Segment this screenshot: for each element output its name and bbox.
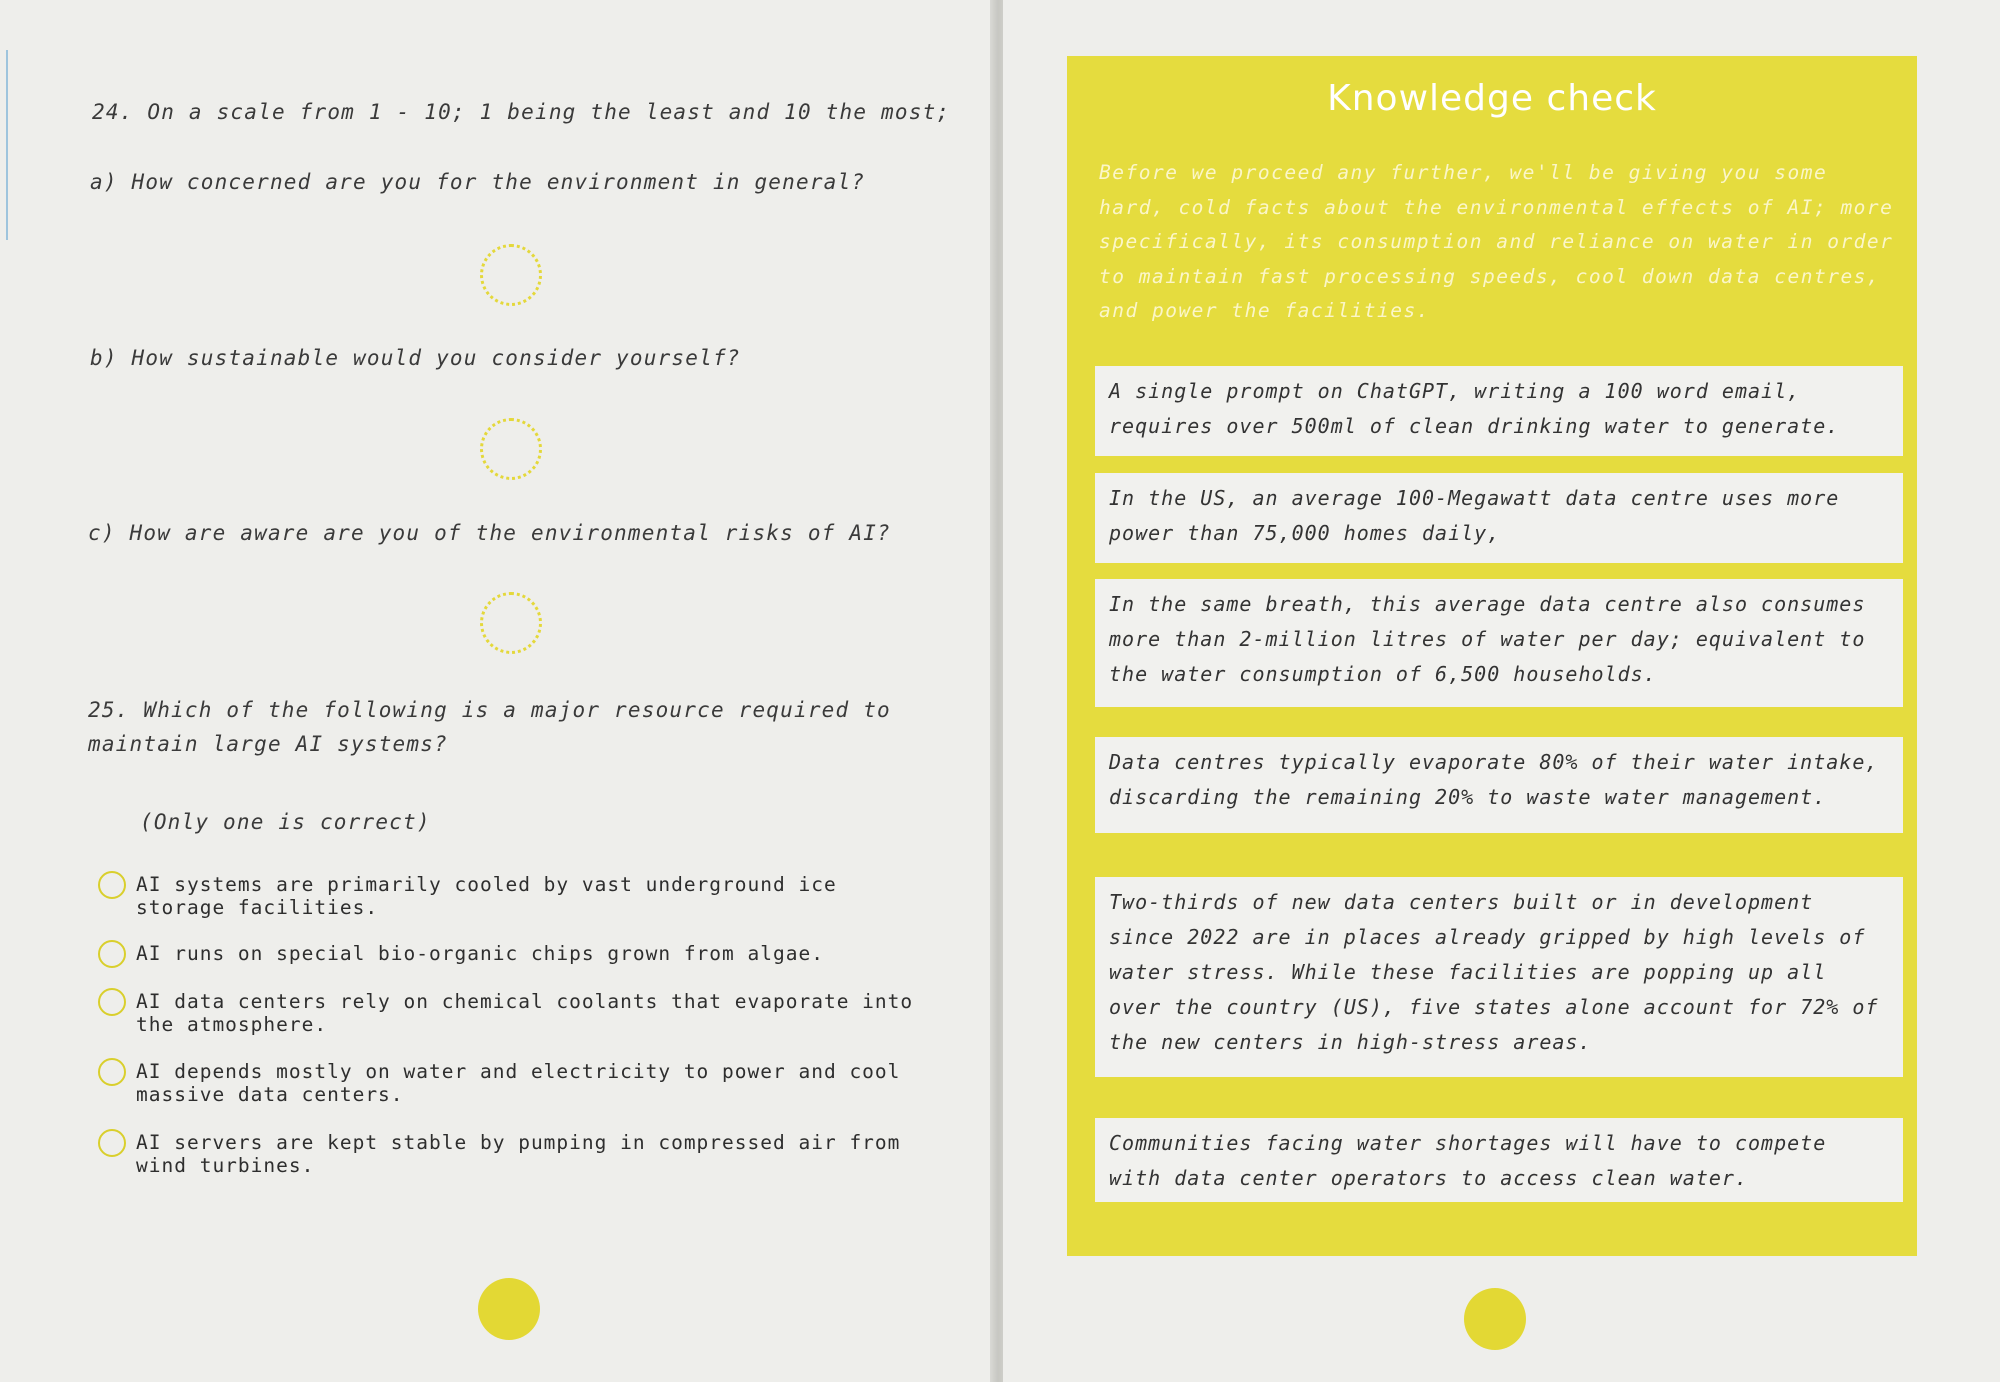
intro-line: and power the facilities. — [1099, 299, 1430, 322]
page-edge-mark — [6, 50, 8, 240]
rating-input-24b[interactable] — [480, 418, 542, 480]
question-24a: a) How concerned are you for the environment in general? — [90, 170, 866, 194]
question-24b: b) How sustainable would you consider yourself? — [90, 346, 741, 370]
page-marker-dot — [478, 1278, 540, 1340]
answer-option-3[interactable] — [98, 990, 958, 1036]
fact-line: more than 2-million litres of water per day; equivalent to — [1109, 627, 1866, 651]
right-page — [1003, 0, 2000, 1382]
knowledge-check-intro — [1099, 156, 1899, 329]
question-25-line1: 25. Which of the following is a major resource required to — [88, 698, 891, 722]
knowledge-check-title: Knowledge check — [1327, 78, 1657, 119]
answer-option-3-line1: AI data centers rely on chemical coolants that evaporate into — [136, 990, 914, 1013]
fact-line: since 2022 are in places already gripped by high levels of — [1109, 925, 1866, 949]
fact-line: over the country (US), five states alone account for 72% of — [1109, 995, 1879, 1019]
answer-option-1-line1: AI systems are primarily cooled by vast underground ice — [136, 873, 837, 896]
fact-line: In the US, an average 100-Megawatt data centre uses more — [1109, 486, 1840, 510]
fact-line: power than 75,000 homes daily, — [1109, 521, 1501, 545]
fact-card-6 — [1095, 1118, 1903, 1202]
question-25-line2: maintain large AI systems? — [88, 732, 448, 756]
intro-line: Before we proceed any further, we'll be giving you some — [1099, 161, 1828, 184]
answer-option-2-line1: AI runs on special bio-organic chips grown from algae. — [136, 942, 824, 965]
fact-line: discarding the remaining 20% to waste water management. — [1109, 785, 1827, 809]
question-24-heading: 24. On a scale from 1 - 10; 1 being the least and 10 the most; — [92, 100, 951, 124]
left-page — [0, 0, 997, 1382]
fact-line: the water consumption of 6,500 households. — [1109, 662, 1657, 686]
fact-card-5 — [1095, 877, 1903, 1077]
rating-input-24a[interactable] — [480, 244, 542, 306]
fact-line: Communities facing water shortages will have to compete — [1109, 1131, 1827, 1155]
page-marker-dot — [1464, 1288, 1526, 1350]
intro-line: specifically, its consumption and reliance on water in order — [1099, 230, 1894, 253]
radio-button-4[interactable] — [98, 1058, 126, 1086]
fact-card-2 — [1095, 473, 1903, 563]
question-25-note: (Only one is correct) — [140, 810, 431, 834]
fact-card-1 — [1095, 366, 1903, 456]
radio-button-2[interactable] — [98, 940, 126, 968]
answer-option-5-line1: AI servers are kept stable by pumping in compressed air from — [136, 1131, 901, 1154]
radio-button-3[interactable] — [98, 988, 126, 1016]
fact-line: the new centers in high-stress areas. — [1109, 1030, 1592, 1054]
radio-button-1[interactable] — [98, 871, 126, 899]
radio-button-5[interactable] — [98, 1129, 126, 1157]
fact-line: Data centres typically evaporate 80% of their water intake, — [1109, 750, 1879, 774]
answer-option-3-line2: the atmosphere. — [136, 1013, 328, 1036]
answer-option-1-line2: storage facilities. — [136, 896, 379, 919]
fact-card-4 — [1095, 737, 1903, 833]
fact-line: A single prompt on ChatGPT, writing a 100 word email, — [1109, 379, 1801, 403]
knowledge-check-panel — [1067, 56, 1917, 1256]
fact-line: water stress. While these facilities are popping up all — [1109, 960, 1827, 984]
fact-card-3 — [1095, 579, 1903, 707]
answer-option-4[interactable] — [98, 1060, 958, 1106]
answer-option-5[interactable] — [98, 1131, 958, 1177]
fact-line: Two-thirds of new data centers built or in development — [1109, 890, 1814, 914]
answer-option-4-line1: AI depends mostly on water and electricity to power and cool — [136, 1060, 901, 1083]
answer-option-1[interactable] — [98, 873, 958, 919]
answer-option-2[interactable] — [98, 942, 958, 968]
fact-line: requires over 500ml of clean drinking water to generate. — [1109, 414, 1840, 438]
rating-input-24c[interactable] — [480, 592, 542, 654]
question-24c: c) How are aware are you of the environmental risks of AI? — [88, 521, 891, 545]
answer-option-4-line2: massive data centers. — [136, 1083, 404, 1106]
fact-line: with data center operators to access clean water. — [1109, 1166, 1749, 1190]
intro-line: to maintain fast processing speeds, cool down data centres, — [1099, 264, 1881, 288]
fact-line: In the same breath, this average data centre also consumes — [1109, 592, 1866, 616]
answer-option-5-line2: wind turbines. — [136, 1154, 315, 1177]
intro-line: hard, cold facts about the environmental effects of AI; more — [1099, 195, 1894, 219]
